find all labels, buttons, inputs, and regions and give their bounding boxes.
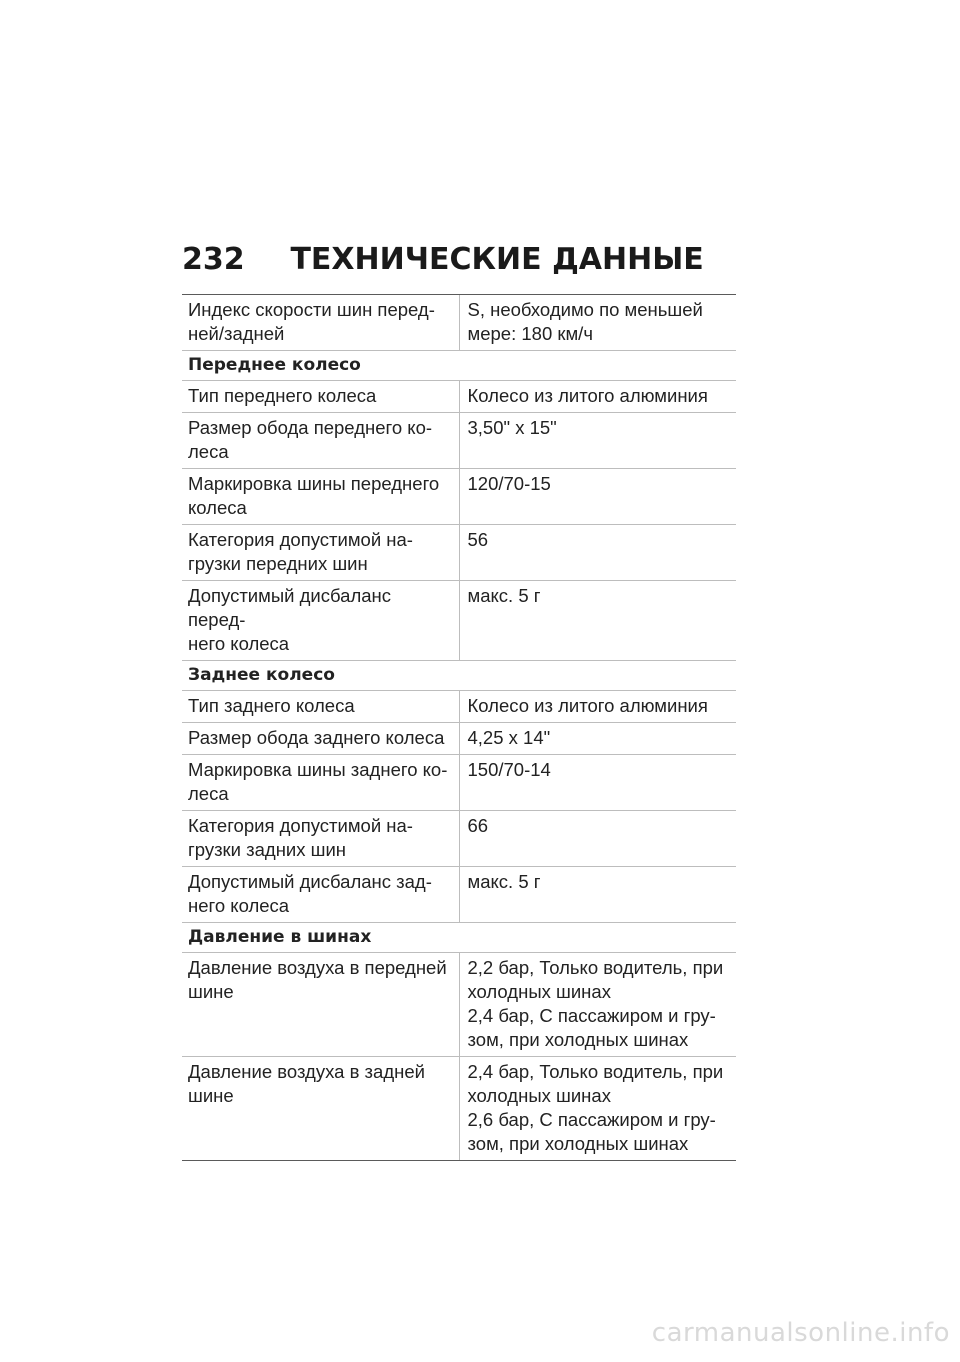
section-title: Переднее колесо xyxy=(182,351,736,381)
row-label-line: него колеса xyxy=(188,895,290,916)
table-row xyxy=(182,525,736,581)
row-value xyxy=(459,867,736,923)
row-label xyxy=(182,413,459,469)
row-label-line: Размер обода заднего колеса xyxy=(188,727,445,748)
row-value xyxy=(459,381,736,413)
row-value-line: холодных шинах xyxy=(467,1085,611,1106)
row-value-line: 2,4 бар, Только водитель, при xyxy=(467,1061,724,1082)
row-label-line: Индекс скорости шин перед- xyxy=(188,299,435,320)
row-label-line: грузки задних шин xyxy=(188,839,347,860)
table-row xyxy=(182,1057,736,1161)
row-label xyxy=(182,295,459,351)
row-label xyxy=(182,469,459,525)
row-value-line: 120/70-15 xyxy=(467,473,551,494)
section-row xyxy=(182,661,736,691)
row-label-line: Допустимый дисбаланс зад- xyxy=(188,871,432,892)
row-value-line: Колесо из литого алюминия xyxy=(467,695,708,716)
row-value xyxy=(459,413,736,469)
page-header xyxy=(182,240,742,280)
row-value-line: 2,6 бар, С пассажиром и гру- xyxy=(467,1109,716,1130)
row-value xyxy=(459,1057,736,1161)
table-row xyxy=(182,413,736,469)
row-value-line: S, необходимо по меньшей xyxy=(467,299,703,320)
row-value-line: 3,50" x 15" xyxy=(467,417,557,438)
row-value xyxy=(459,723,736,755)
row-label xyxy=(182,581,459,661)
row-label-line: Размер обода переднего ко- xyxy=(188,417,433,438)
row-label xyxy=(182,953,459,1057)
row-value-line: мере: 180 км/ч xyxy=(467,323,593,344)
section-row xyxy=(182,923,736,953)
row-label-line: грузки передних шин xyxy=(188,553,368,574)
row-label xyxy=(182,811,459,867)
row-value-line: 2,4 бар, С пассажиром и гру- xyxy=(467,1005,716,1026)
table-row xyxy=(182,581,736,661)
row-label-line: Маркировка шины переднего xyxy=(188,473,440,494)
table-row xyxy=(182,469,736,525)
row-value-line: макс. 5 г xyxy=(467,871,541,892)
row-label xyxy=(182,381,459,413)
row-label-line: Допустимый дисбаланс перед- xyxy=(188,585,392,630)
row-label-line: леса xyxy=(188,783,229,804)
section-title: Заднее колесо xyxy=(182,661,736,691)
row-value xyxy=(459,581,736,661)
table-row xyxy=(182,723,736,755)
row-label-line: колеса xyxy=(188,497,247,518)
row-label xyxy=(182,867,459,923)
row-label xyxy=(182,755,459,811)
row-value xyxy=(459,953,736,1057)
spec-table xyxy=(182,294,736,1161)
section-title: Давление в шинах xyxy=(182,923,736,953)
row-label xyxy=(182,723,459,755)
row-label xyxy=(182,691,459,723)
table-row xyxy=(182,381,736,413)
row-label-line: него колеса xyxy=(188,633,290,654)
row-label xyxy=(182,525,459,581)
row-value-line: 4,25 x 14" xyxy=(467,727,551,748)
watermark: carmanualsonline.info xyxy=(651,1318,950,1348)
row-value-line: 150/70-14 xyxy=(467,759,551,780)
row-value-line: зом, при холодных шинах xyxy=(467,1133,689,1154)
table-row xyxy=(182,755,736,811)
row-value-line: макс. 5 г xyxy=(467,585,541,606)
row-value xyxy=(459,525,736,581)
row-label-line: шине xyxy=(188,1085,234,1106)
row-value-line: 2,2 бар, Только водитель, при xyxy=(467,957,724,978)
row-label-line: Тип заднего колеса xyxy=(188,695,355,716)
table-row xyxy=(182,295,736,351)
row-value-line: 56 xyxy=(467,529,489,550)
row-value-line: холодных шинах xyxy=(467,981,611,1002)
row-label-line: шине xyxy=(188,981,234,1002)
table-row xyxy=(182,691,736,723)
row-value xyxy=(459,811,736,867)
row-label-line: Категория допустимой на- xyxy=(188,815,413,836)
table-row xyxy=(182,953,736,1057)
row-label xyxy=(182,1057,459,1161)
row-label-line: ней/задней xyxy=(188,323,285,344)
table-row xyxy=(182,867,736,923)
row-label-line: Маркировка шины заднего ко- xyxy=(188,759,448,780)
row-value xyxy=(459,691,736,723)
row-value-line: 66 xyxy=(467,815,489,836)
row-label-line: леса xyxy=(188,441,229,462)
row-value xyxy=(459,755,736,811)
row-label-line: Категория допустимой на- xyxy=(188,529,413,550)
row-value-line: зом, при холодных шинах xyxy=(467,1029,689,1050)
row-value-line: Колесо из литого алюминия xyxy=(467,385,708,406)
page-number: 232 xyxy=(182,242,245,277)
row-label-line: Давление воздуха в задней xyxy=(188,1061,425,1082)
section-row xyxy=(182,351,736,381)
row-value xyxy=(459,469,736,525)
spec-table-body xyxy=(182,295,736,1161)
row-label-line: Давление воздуха в передней xyxy=(188,957,447,978)
row-label-line: Тип переднего колеса xyxy=(188,385,377,406)
page-title: ТЕХНИЧЕСКИЕ ДАННЫЕ xyxy=(290,242,704,277)
table-row xyxy=(182,811,736,867)
row-value xyxy=(459,295,736,351)
